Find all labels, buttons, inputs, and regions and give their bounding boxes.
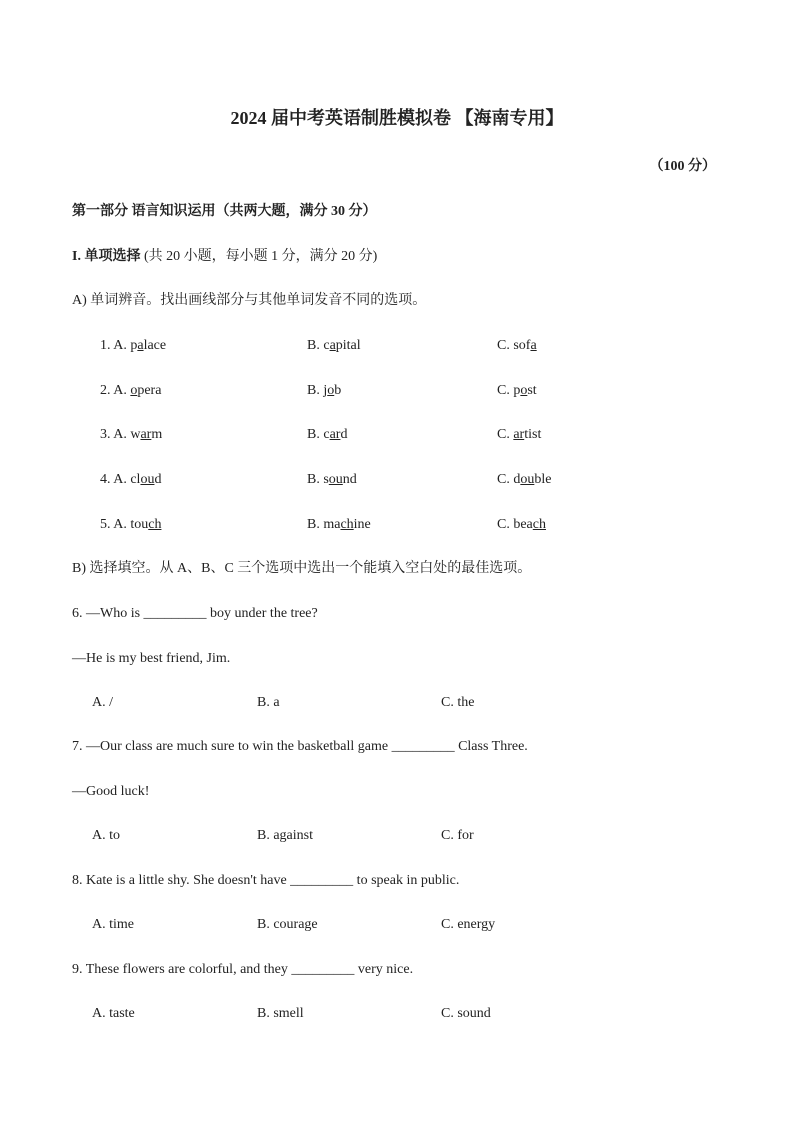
phonics-q3-option-a: 3. A. warm xyxy=(100,427,163,442)
phonics-q3-option-b: B. card xyxy=(307,427,348,442)
phonics-q1-option-a: 1. A. palace xyxy=(100,338,167,353)
underlined-letters: ch xyxy=(340,517,354,532)
phonics-q1-word-b: capital xyxy=(323,338,361,353)
phonics-q5-word-c: beach xyxy=(513,517,546,532)
underlined-letters: o xyxy=(327,383,335,398)
phonics-q3-word-b: card xyxy=(323,427,348,442)
phonics-q1-word-c: sofa xyxy=(513,338,537,353)
question-7-stem: 7. —Our class are much sure to win the basketball game _________ Class Three. xyxy=(72,739,528,754)
phonics-q5-option-c: C. beach xyxy=(497,517,546,532)
question-9-stem: 9. These flowers are colorful, and they _________ very nice. xyxy=(72,962,414,977)
question-9-option-a: A. taste xyxy=(92,1006,135,1021)
question-7-option-c: C. for xyxy=(441,828,474,843)
underlined-letters: ar xyxy=(140,427,152,442)
underlined-letters: a xyxy=(137,338,144,353)
phonics-q1-word-a: palace xyxy=(130,338,167,353)
section1-note: (共 20 小题，每小题 1 分，满分 20 分) xyxy=(140,249,378,264)
phonics-q1-option-b: B. capital xyxy=(307,338,361,353)
underlined-letters: o xyxy=(130,383,138,398)
phonics-q5-option-a: 5. A. touch xyxy=(100,517,162,532)
underlined-letters: ch xyxy=(148,517,162,532)
underlined-letters: ou xyxy=(140,472,155,487)
question-7-reply: —Good luck! xyxy=(72,784,150,799)
phonics-q4-option-c: C. double xyxy=(497,472,552,487)
question-6-option-c: C. the xyxy=(441,695,475,710)
phonics-q3-word-a: warm xyxy=(130,427,163,442)
underlined-letters: ar xyxy=(513,427,525,442)
phonics-q2-word-c: post xyxy=(513,383,537,398)
phonics-q4-option-a: 4. A. cloud xyxy=(100,472,162,487)
page-title: 2024 届中考英语制胜模拟卷 【海南专用】 xyxy=(230,108,564,128)
phonics-q4-option-b: B. sound xyxy=(307,472,357,487)
underlined-letters: ar xyxy=(329,427,341,442)
underlined-letters: a xyxy=(329,338,336,353)
question-9-option-b: B. smell xyxy=(257,1006,304,1021)
phonics-q2-word-a: opera xyxy=(130,383,162,398)
question-8-option-a: A. time xyxy=(92,917,134,932)
phonics-q5-word-b: machine xyxy=(323,517,371,532)
sub-b-instruction: B) 选择填空。从 A、B、C 三个选项中选出一个能填入空白处的最佳选项。 xyxy=(72,561,532,576)
question-8-stem: 8. Kate is a little shy. She doesn't have _________ to speak in public. xyxy=(72,873,460,888)
underlined-letters: ou xyxy=(520,472,535,487)
question-6-stem: 6. —Who is _________ boy under the tree? xyxy=(72,606,318,621)
question-6-option-a: A. / xyxy=(92,695,113,710)
part1-heading: 第一部分 语言知识运用（共两大题，满分 30 分） xyxy=(72,204,377,219)
underlined-letters: ch xyxy=(532,517,546,532)
phonics-q3-option-c: C. artist xyxy=(497,427,542,442)
question-9-option-c: C. sound xyxy=(441,1006,491,1021)
phonics-q3-word-c: artist xyxy=(513,427,542,442)
section1-label: I. 单项选择 xyxy=(72,249,141,264)
question-8-option-b: B. courage xyxy=(257,917,318,932)
phonics-q1-option-c: C. sofa xyxy=(497,338,537,353)
phonics-q5-option-b: B. machine xyxy=(307,517,371,532)
question-6-reply: —He is my best friend, Jim. xyxy=(72,651,231,666)
phonics-q5-word-a: touch xyxy=(130,517,162,532)
question-6-option-b: B. a xyxy=(257,695,280,710)
phonics-q4-word-b: sound xyxy=(323,472,357,487)
phonics-q4-word-c: double xyxy=(513,472,552,487)
sub-a-instruction: A) 单词辨音。找出画线部分与其他单词发音不同的选项。 xyxy=(72,293,427,308)
phonics-q2-option-b: B. job xyxy=(307,383,342,398)
total-score: （100 分） xyxy=(649,159,716,174)
phonics-q2-word-b: job xyxy=(323,383,342,398)
section1-heading xyxy=(72,248,377,266)
phonics-q2-option-c: C. post xyxy=(497,383,537,398)
phonics-q2-option-a: 2. A. opera xyxy=(100,383,162,398)
question-7-option-a: A. to xyxy=(92,828,120,843)
underlined-letters: ou xyxy=(328,472,343,487)
phonics-q4-word-a: cloud xyxy=(130,472,162,487)
underlined-letters: o xyxy=(520,383,528,398)
underlined-letters: a xyxy=(530,338,537,353)
question-8-option-c: C. energy xyxy=(441,917,496,932)
question-7-option-b: B. against xyxy=(257,828,313,843)
